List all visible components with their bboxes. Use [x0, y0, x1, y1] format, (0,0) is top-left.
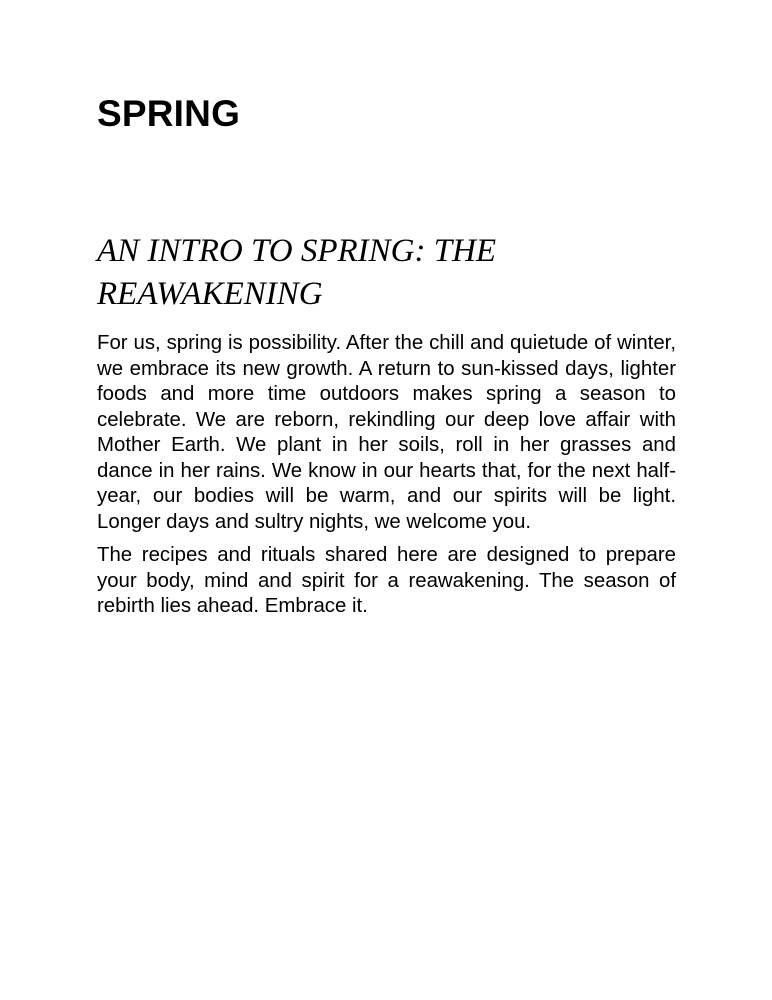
section-heading-line-2: REAWAKENING — [97, 276, 323, 312]
section-heading — [97, 230, 676, 316]
section-heading-line-1: AN INTRO TO SPRING: THE — [97, 233, 497, 269]
chapter-title: SPRING — [97, 93, 241, 134]
body-text — [97, 331, 676, 628]
recipes-paragraph: The recipes and rituals shared here are designed to prepare your body, mind and spirit for a reawakening. The season of rebirth lies ahead. Embrace it. — [97, 544, 676, 617]
intro-paragraph: For us, spring is possibility. After the chill and quietude of winter, we embrace its new growth. A return to sun-kissed days, lighter foods and more time outdoors makes spring a season to celebrate. We are reborn, rekindling our deep love affair with Mother Earth. We plant in her soils, roll in her grasses and dance in her rains. We know in our hearts that, for the next half-year, our bodies will be warm, and our spirits will be light. Longer days and sultry nights, we welcome you. — [97, 332, 676, 533]
